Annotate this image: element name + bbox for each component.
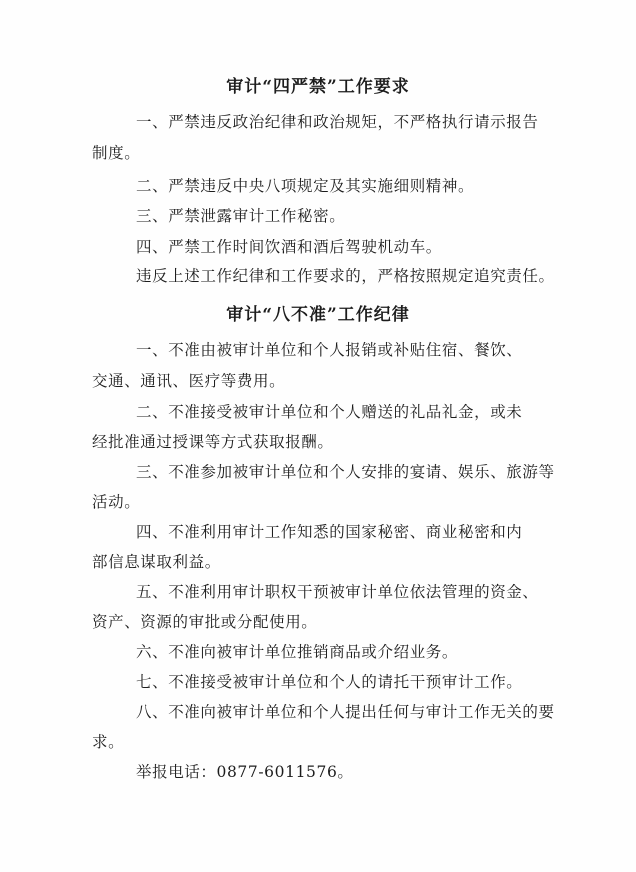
report-phone: 举报电话：0877-6011576。 bbox=[136, 763, 354, 781]
section2-item-1-line1: 一、不准由被审计单位和个人报销或补贴住宿、餐饮、 bbox=[136, 341, 523, 359]
section2-item-4-line2: 部信息谋取利益。 bbox=[92, 553, 221, 571]
section2-item-5-line1: 五、不准利用审计职权干预被审计单位依法管理的资金、 bbox=[136, 583, 539, 601]
section2-item-2-line2: 经批准通过授课等方式获取报酬。 bbox=[92, 433, 334, 451]
section2-item-7: 七、不准接受被审计单位和个人的请托干预审计工作。 bbox=[136, 673, 523, 691]
section2-item-2-line1: 二、不准接受被审计单位和个人赠送的礼品礼金，或未 bbox=[136, 403, 523, 421]
section2-item-6: 六、不准向被审计单位推销商品或介绍业务。 bbox=[136, 643, 459, 661]
section1-item-1-line1: 一、严禁违反政治纪律和政治规矩，不严格执行请示报告 bbox=[136, 113, 539, 131]
section1-item-3: 三、严禁泄露审计工作秘密。 bbox=[136, 207, 346, 225]
section2-item-3-line1: 三、不准参加被审计单位和个人安排的宴请、娱乐、旅游等 bbox=[136, 463, 555, 481]
section1-item-1-line2: 制度。 bbox=[92, 144, 141, 162]
section2-item-8-line1: 八、不准向被审计单位和个人提出任何与审计工作无关的要 bbox=[136, 703, 555, 721]
section1-title: 审计“四严禁”工作要求 bbox=[226, 77, 410, 97]
section2-item-3-line2: 活动。 bbox=[92, 493, 141, 511]
section2-title: 审计“八不准”工作纪律 bbox=[226, 305, 410, 325]
section2-item-4-line1: 四、不准利用审计工作知悉的国家秘密、商业秘密和内 bbox=[136, 523, 523, 541]
section2-item-8-line2: 求。 bbox=[92, 733, 125, 751]
section1-item-4: 四、严禁工作时间饮酒和酒后驾驶机动车。 bbox=[136, 238, 442, 256]
section2-item-5-line2: 资产、资源的审批或分配使用。 bbox=[92, 613, 318, 631]
section2-item-1-line2: 交通、通讯、医疗等费用。 bbox=[92, 372, 286, 390]
section1-item-2: 二、严禁违反中央八项规定及其实施细则精神。 bbox=[136, 177, 475, 195]
section1-closing: 违反上述工作纪律和工作要求的，严格按照规定追究责任。 bbox=[136, 267, 555, 285]
